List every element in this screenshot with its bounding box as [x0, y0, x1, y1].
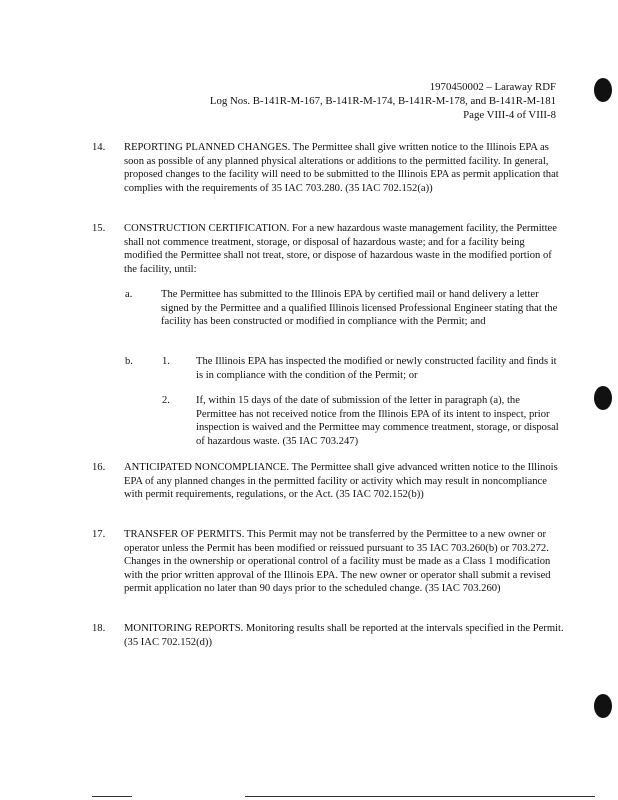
item-number: 1. — [162, 356, 170, 367]
subparagraph-letter: a. — [125, 289, 133, 300]
paragraph-number: 14. — [92, 142, 106, 153]
paragraph-text: MONITORING REPORTS. Monitoring results shall be reported at the intervals specified in the Permit. (35 IAC 702.152(d)) — [124, 623, 564, 648]
item-text: If, within 15 days of the date of submission of the letter in paragraph (a), the Permittee has not received notice from the Illinois EPA of its intent to inspect, prior inspection is waived and the Permittee may commence treatment, storage, or disposal of hazardous waste. (35 IAC 703.247) — [196, 395, 559, 447]
paragraph-18 — [92, 622, 564, 649]
binder-hole-middle — [594, 386, 612, 410]
header-log-numbers: Log Nos. B-141R-M-167, B-141R-M-174, B-141R-M-178, and B-141R-M-181 — [209, 95, 556, 107]
subparagraph-a — [125, 288, 565, 329]
binder-hole-bottom — [594, 694, 612, 718]
paragraph-17 — [92, 528, 564, 596]
paragraph-text: CONSTRUCTION CERTIFICATION. For a new hazardous waste management facility, the Permittee shall not commence treatment, storage, or disposal of hazardous waste; and for a facility being modified the Permittee shall not treat, store, or dispose of hazardous waste in the modified portion of the facility, until: — [124, 223, 557, 275]
subparagraph-text: The Permittee has submitted to the Illinois EPA by certified mail or hand delivery a letter signed by the Permittee and a qualified Illinois licensed Professional Engineer stating that the facility has been constructed or modified in compliance with the Permit; and — [161, 289, 558, 327]
paragraph-16 — [92, 461, 564, 502]
page-header — [210, 80, 556, 122]
footer-rule-right — [245, 796, 595, 797]
footer-rule-left — [92, 796, 132, 797]
paragraph-text: TRANSFER OF PERMITS. This Permit may not be transferred by the Permittee to a new owner or operator unless the Permit has been modified or reissued pursuant to 35 IAC 703.260(b) or 703.272. Changes in the ownership or operational control of a facility must be made as a Class 1 modification with the prior written approval of the Illinois EPA. The new owner or operator shall submit a revised permit application no later than 90 days prior to the scheduled change. (35 IAC 703.260) — [124, 529, 551, 594]
item-text: The Illinois EPA has inspected the modified or newly constructed facility and finds it is in compliance with the condition of the Permit; or — [196, 356, 557, 381]
subparagraph-b-1 — [162, 355, 562, 382]
paragraph-number: 16. — [92, 462, 106, 473]
paragraph-number: 15. — [92, 223, 106, 234]
subparagraph-b-2 — [162, 394, 562, 448]
paragraph-15 — [92, 222, 564, 276]
paragraph-text: REPORTING PLANNED CHANGES. The Permittee shall give written notice to the Illinois EPA as soon as possible of any planned physical alterations or additions to the permitted facility. In general, proposed changes to the facility will need to be submitted to the Illinois EPA as permit application that complies with the requirements of 35 IAC 703.280. (35 IAC 702.152(a)) — [124, 142, 559, 194]
paragraph-text: ANTICIPATED NONCOMPLIANCE. The Permittee shall give advanced written notice to the Illinois EPA of any planned changes in the permitted facility or activity which may result in noncompliance with permit requirements, regulations, or the Act. (35 IAC 702.152(b)) — [124, 462, 558, 500]
paragraph-number: 17. — [92, 529, 106, 540]
header-facility-id: 1970450002 – Laraway RDF — [429, 81, 556, 93]
subparagraph-letter: b. — [125, 356, 133, 367]
paragraph-number: 18. — [92, 623, 106, 634]
paragraph-14 — [92, 141, 564, 195]
header-page-number: Page VIII-4 of VIII-8 — [463, 109, 556, 121]
item-number: 2. — [162, 395, 170, 406]
binder-hole-top — [594, 78, 612, 102]
